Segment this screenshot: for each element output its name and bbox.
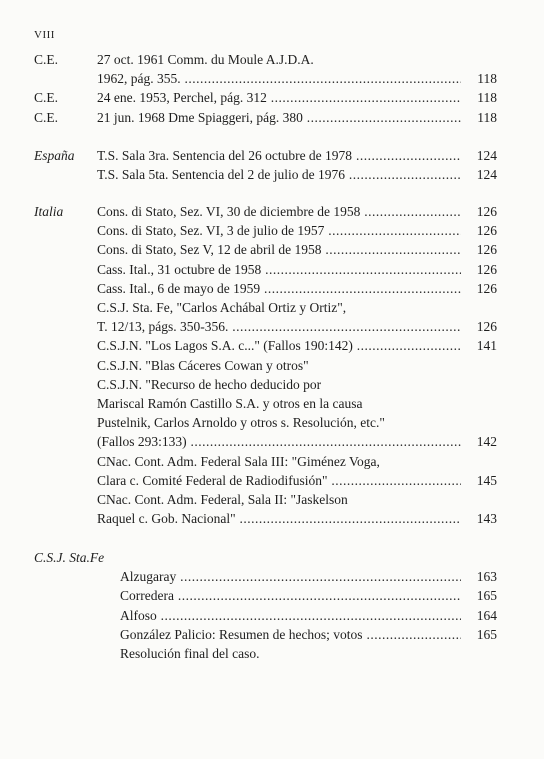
- entry-line: [120, 588, 461, 607]
- row-label: C.E.: [34, 90, 59, 106]
- entry-page-number: 126: [476, 319, 497, 335]
- entry-line: [120, 646, 500, 665]
- entry-text: T.S. Sala 5ta. Sentencia del 2 de julio de 1976 .....: [97, 167, 461, 182]
- section-label: Italia: [34, 204, 64, 219]
- entry-page-number: 124: [476, 148, 497, 163]
- entry-text: CNac. Cont. Adm. Federal, Sala II: "Jaskelson: [97, 492, 348, 507]
- entry-text: Cons. di Stato, Sez. VI, 30 de diciembre de 1958 .....: [97, 204, 461, 219]
- entry-line: [97, 454, 477, 473]
- entry-line: [97, 473, 461, 492]
- entry-text: 24 ene. 1953, Perchel, pág. 312 .....: [97, 90, 461, 105]
- section-label: España: [34, 148, 75, 163]
- entry-line: [97, 338, 461, 357]
- entry-page-number: 126: [476, 280, 497, 296]
- entry-line: [97, 358, 477, 377]
- page-number: VIII: [34, 29, 55, 41]
- entry-text: 1962, pág. 355. .....: [97, 71, 461, 86]
- entry-text: (Fallos 293:133) .....: [97, 434, 461, 449]
- entry-line: [97, 396, 477, 415]
- entry-text: Cons. di Stato, Sez V, 12 de abril de 1958 .....: [97, 242, 461, 257]
- entry-text: Cass. Ital., 31 octubre de 1958 .....: [97, 262, 461, 277]
- entry-text: Raquel c. Gob. Nacional" .....: [97, 511, 461, 526]
- entry-line: [97, 377, 477, 396]
- entry-text: C.S.J.N. "Los Lagos S.A. c..." (Fallos 190:142) .....: [97, 338, 461, 353]
- entry-text: Pustelnik, Carlos Arnoldo y otros s. Resolución, etc.": [97, 415, 385, 431]
- entry-page-number: 126: [476, 242, 497, 258]
- entry-line: [97, 52, 477, 71]
- entry-line: [120, 608, 461, 627]
- section-label: C.S.J. Sta.Fe: [34, 550, 105, 565]
- entry-page-number: 126: [476, 223, 497, 239]
- entry-line: [120, 569, 461, 588]
- entry-text: 21 jun. 1968 Dme Spiaggeri, pág. 380 .....: [97, 110, 461, 125]
- entry-page-number: 124: [476, 167, 497, 183]
- entry-text: T. 12/13, págs. 350-356. .....: [97, 319, 461, 334]
- entry-text: C.S.J.N. "Recurso de hecho deducido por: [97, 376, 322, 392]
- entry-line: [97, 492, 477, 511]
- entry-page-number: 118: [477, 109, 497, 125]
- entry-page-number: 145: [476, 472, 497, 488]
- entry-text: Cons. di Stato, Sez. VI, 3 de julio de 1957 .....: [97, 223, 461, 238]
- entry-line: [97, 434, 461, 453]
- entry-page-number: 143: [476, 511, 497, 527]
- entry-page-number: 164: [476, 607, 497, 623]
- entry-text: 27 oct. 1961 Comm. du Moule A.J.D.A.: [97, 52, 314, 67]
- entry-line: [97, 167, 461, 186]
- entry-line: [97, 511, 461, 530]
- entry-line: [97, 204, 461, 223]
- entry-text: Corredera .....: [120, 588, 461, 603]
- entry-line: [97, 90, 461, 109]
- entry-line: [97, 281, 461, 300]
- entry-text: T.S. Sala 3ra. Sentencia del 26 octubre de 1978 .....: [97, 148, 461, 163]
- entry-text: Mariscal Ramón Castillo S.A. y otros en la causa: [97, 396, 363, 411]
- entry-page-number: 118: [477, 71, 497, 87]
- entry-text: Resolución final del caso.: [120, 646, 260, 661]
- entry-line: [97, 71, 461, 90]
- entry-text: Alzugaray .....: [120, 569, 461, 584]
- entry-page-number: 118: [477, 90, 497, 106]
- entry-text: Cass. Ital., 6 de mayo de 1959 .....: [97, 281, 461, 296]
- entry-page-number: 163: [476, 569, 497, 585]
- entry-line: [97, 148, 461, 167]
- entry-line: [97, 242, 461, 261]
- entry-line: [97, 319, 461, 338]
- entry-page-number: 142: [476, 434, 497, 450]
- entry-text: C.S.J. Sta. Fe, "Carlos Achábal Ortiz y Ortiz",: [97, 300, 347, 315]
- entry-page-number: 126: [476, 261, 497, 277]
- entry-line: [97, 223, 461, 242]
- entry-line: [97, 300, 477, 319]
- entry-page-number: 165: [476, 626, 497, 642]
- entry-line: [97, 262, 461, 281]
- entry-text: CNac. Cont. Adm. Federal Sala III: "Giménez Voga,: [97, 453, 380, 469]
- row-label: C.E.: [34, 52, 59, 67]
- entry-text: C.S.J.N. "Blas Cáceres Cowan y otros": [97, 357, 309, 373]
- entry-page-number: 141: [476, 338, 497, 354]
- entry-text: González Palicio: Resumen de hechos; votos .....: [120, 627, 461, 642]
- entry-text: Alfoso .....: [120, 608, 461, 623]
- entry-line: [97, 110, 461, 129]
- entry-page-number: 126: [476, 204, 497, 219]
- row-label: C.E.: [34, 109, 59, 125]
- entry-page-number: 165: [476, 588, 497, 604]
- entry-text: Clara c. Comité Federal de Radiodifusión" .....: [97, 473, 461, 488]
- entry-line: [97, 415, 477, 434]
- entry-line: [120, 627, 461, 646]
